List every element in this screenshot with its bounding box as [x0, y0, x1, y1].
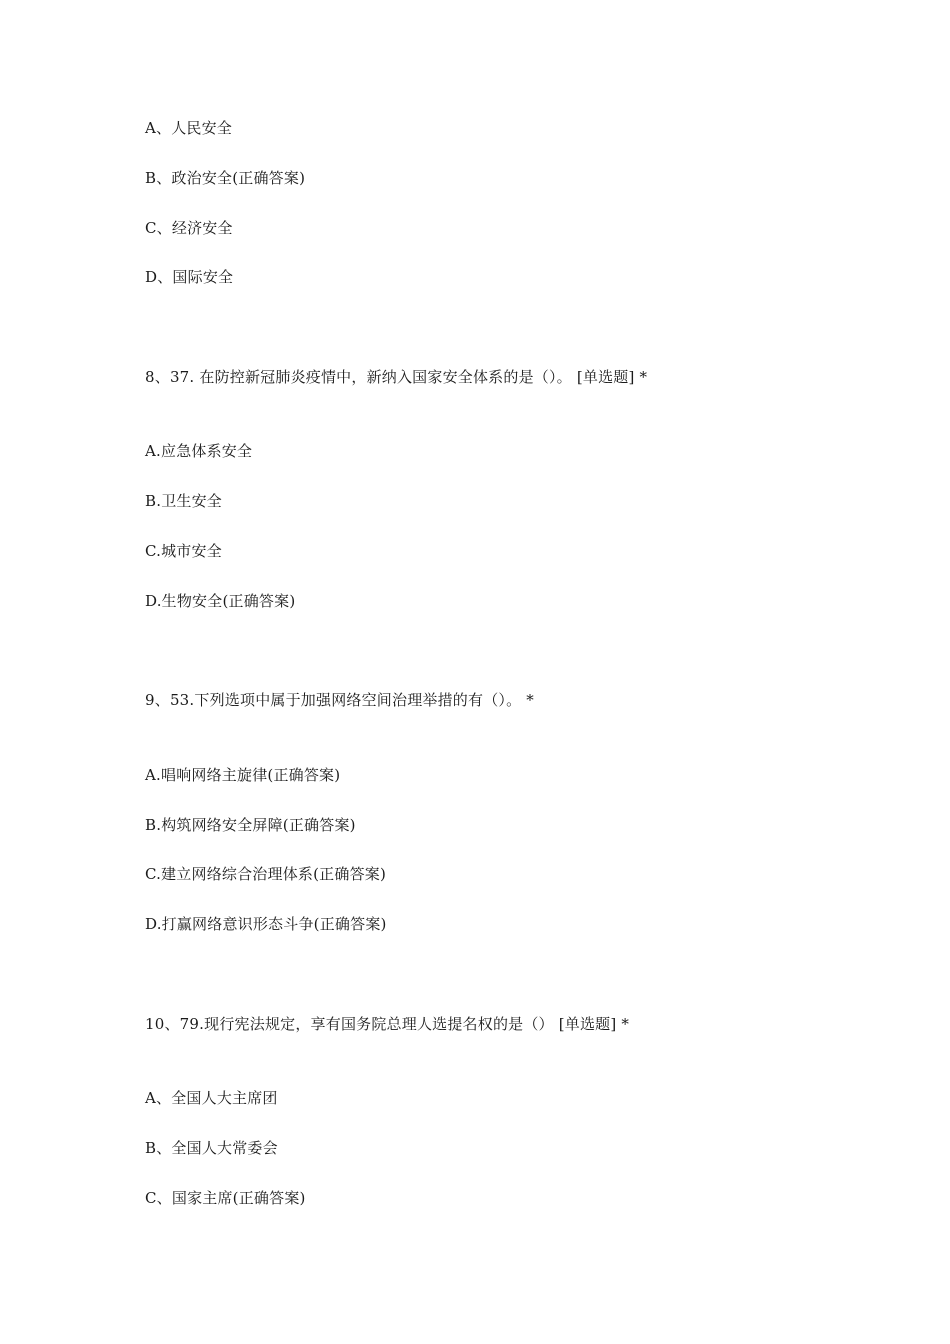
option-a: A.唱响网络主旋律(正确答案): [145, 766, 341, 784]
option-b: B.卫生安全: [145, 492, 222, 510]
option-a: A、人民安全: [145, 119, 233, 137]
option-c: C、经济安全: [145, 219, 233, 237]
option-c: C.城市安全: [145, 542, 222, 560]
option-a: A.应急体系安全: [145, 442, 253, 460]
question-title: 9、53.下列选项中属于加强网络空间治理举措的有（）。 *: [145, 691, 534, 709]
question-title: 10、79.现行宪法规定，享有国务院总理人选提名权的是（） [单选题] *: [145, 1015, 630, 1033]
option-d: D.打赢网络意识形态斗争(正确答案): [145, 915, 387, 933]
option-b: B.构筑网络安全屏障(正确答案): [145, 816, 356, 834]
option-d: D.生物安全(正确答案): [145, 592, 296, 610]
option-b: B、政治安全(正确答案): [145, 169, 306, 187]
option-b: B、全国人大常委会: [145, 1139, 278, 1157]
question-title: 8、37. 在防控新冠肺炎疫情中，新纳入国家安全体系的是（）。 [单选题] *: [145, 368, 648, 386]
option-a: A、全国人大主席团: [145, 1089, 278, 1107]
option-c: C.建立网络综合治理体系(正确答案): [145, 865, 387, 883]
option-d: D、国际安全: [145, 268, 234, 286]
option-c: C、国家主席(正确答案): [145, 1189, 306, 1207]
